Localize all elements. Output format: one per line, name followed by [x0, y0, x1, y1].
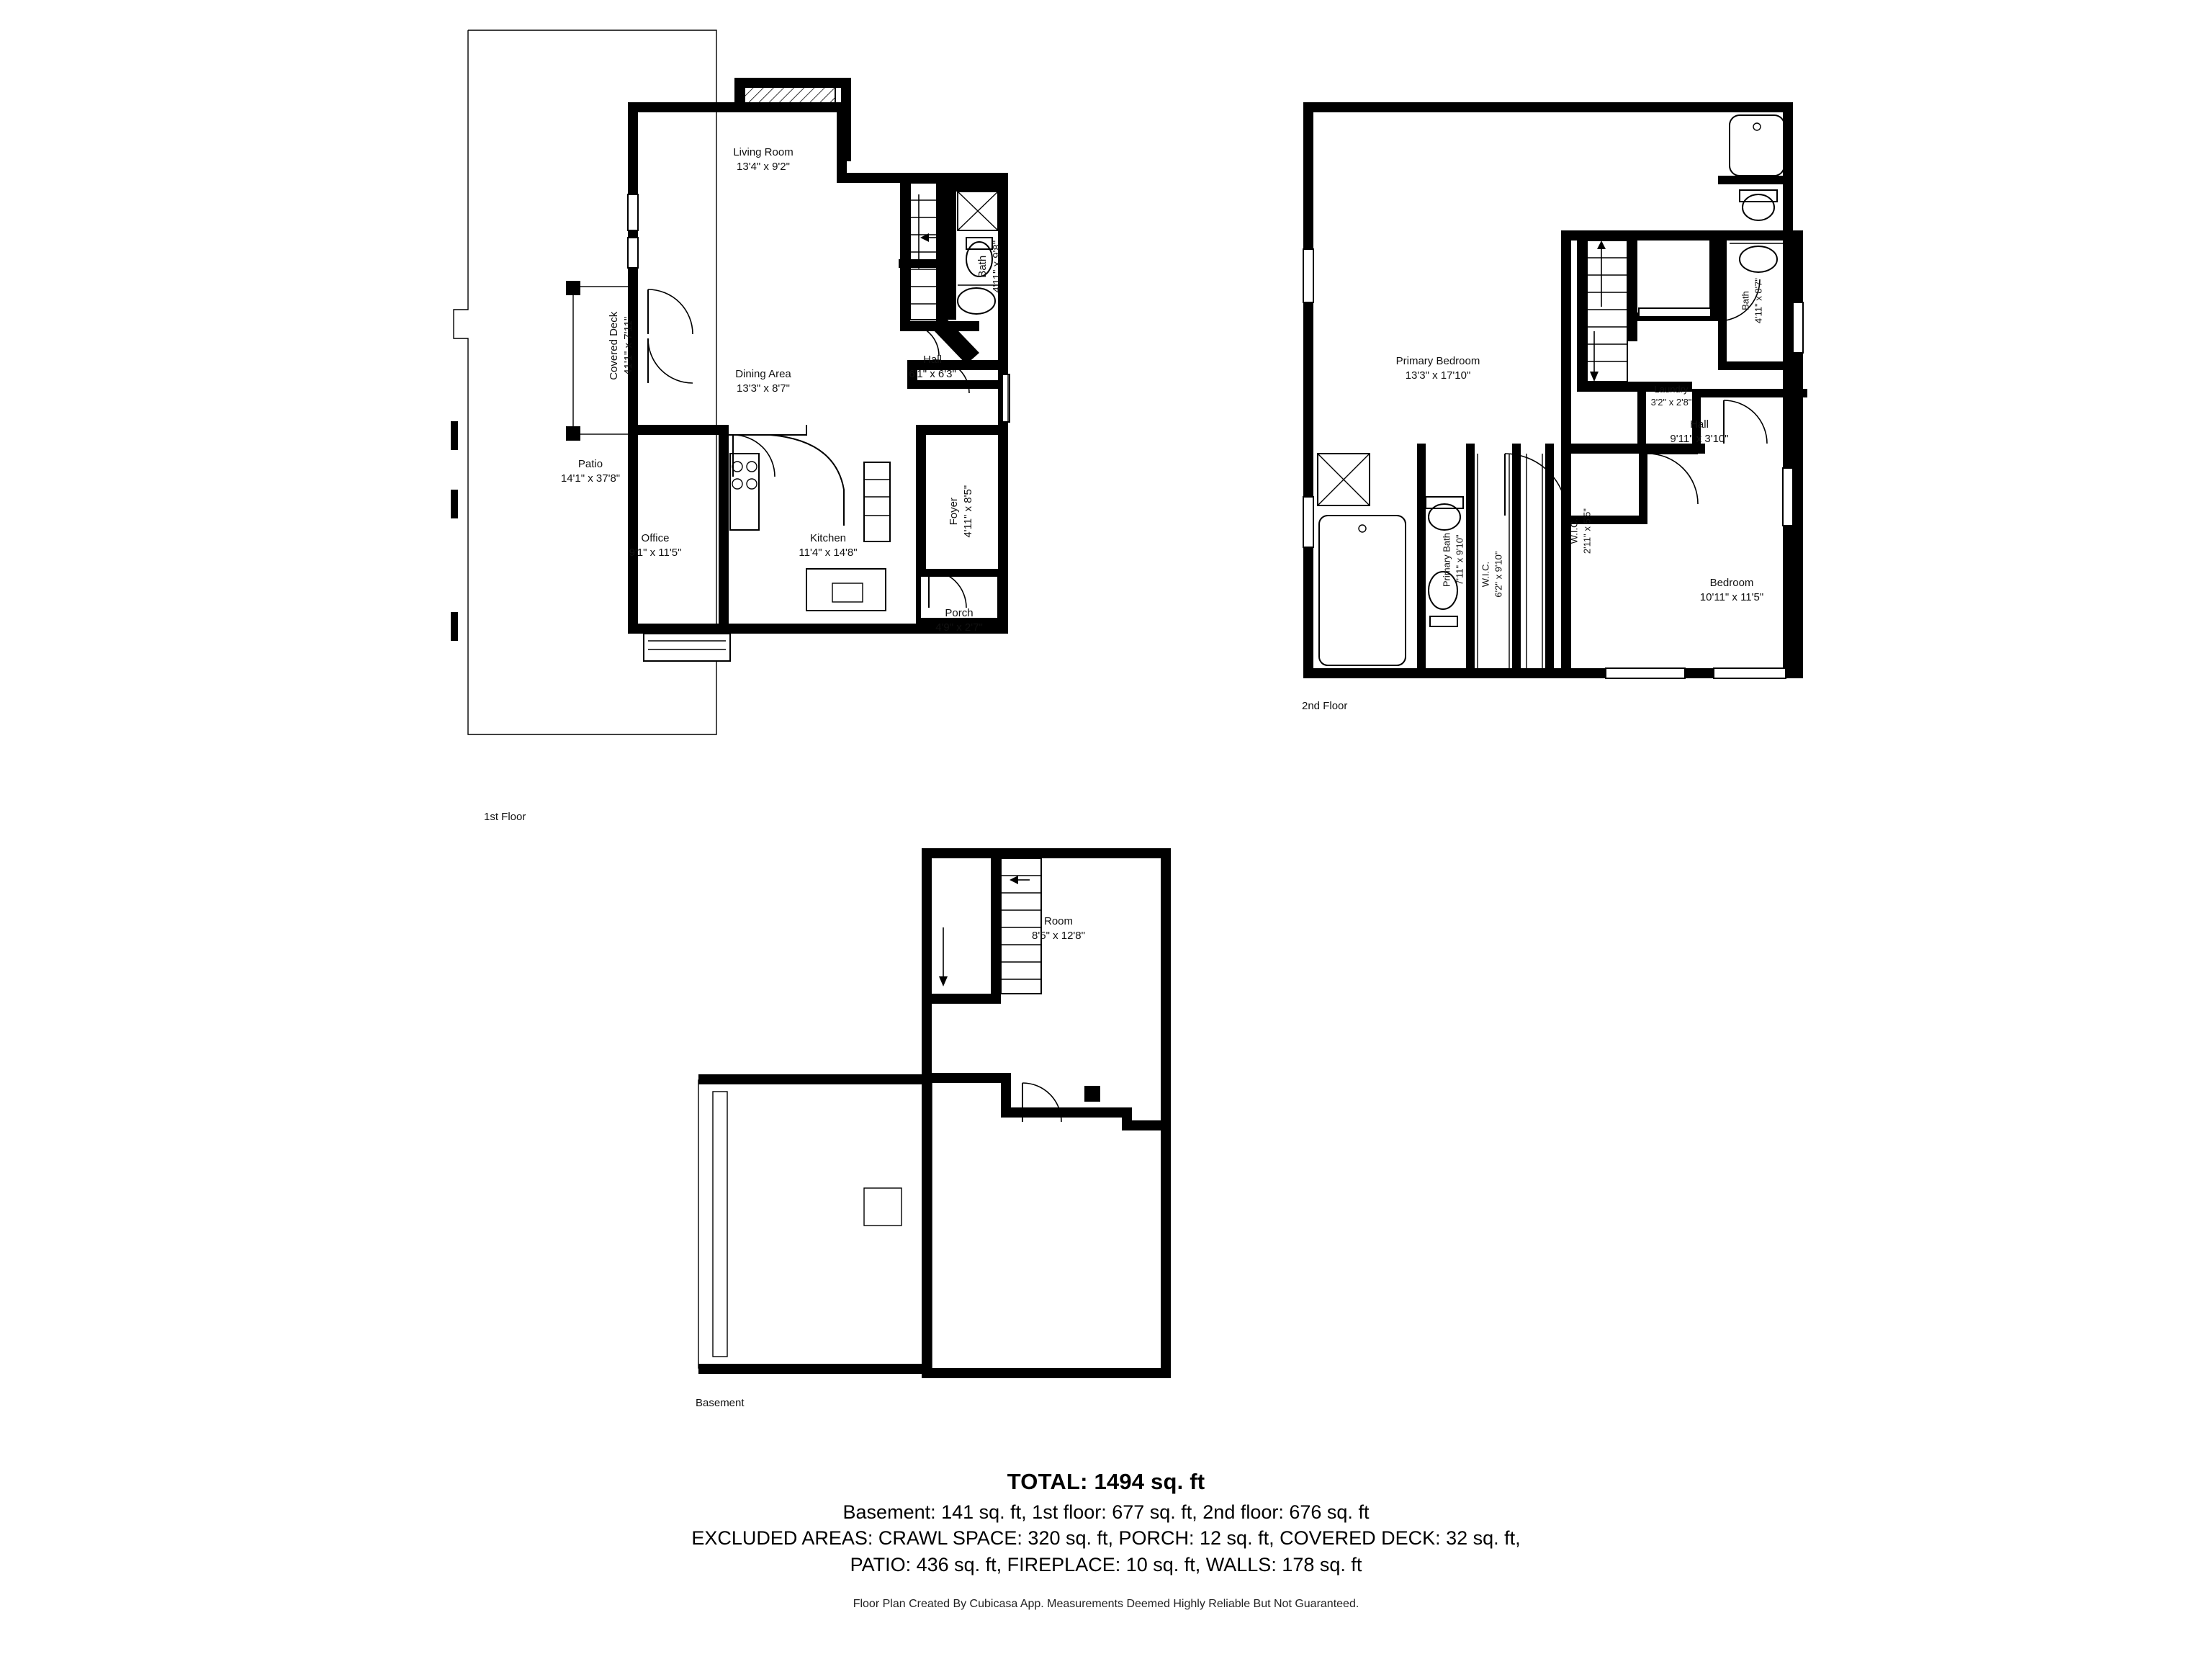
room-label-dining-area: Dining Area 13'3" x 8'7" — [735, 368, 791, 395]
room-label-hall-2nd: Hall 9'11" x 3'10" — [1670, 418, 1729, 446]
room-label-bath: Bath 4'11" x 9'8" — [976, 240, 1003, 293]
basement-plan — [684, 835, 1231, 1411]
room-label-bedroom: Bedroom 10'11" x 11'5" — [1699, 577, 1764, 604]
first-floor-drawing — [432, 22, 1231, 785]
room-label-wic-large: W.I.C. 6'2" x 9'10" — [1480, 551, 1503, 598]
excluded-areas-line-1: EXCLUDED AREAS: CRAWL SPACE: 320 sq. ft, PORCH: 12 sq. ft, COVERED DECK: 32 sq. ft, — [691, 1527, 1521, 1550]
room-label-primary-bedroom: Primary Bedroom 13'3" x 17'10" — [1395, 355, 1480, 382]
room-label-kitchen: Kitchen 11'4" x 14'8" — [799, 532, 858, 559]
room-label-living-room: Living Room 13'4" x 9'2" — [733, 146, 793, 174]
stair-second-floor — [1587, 240, 1627, 382]
room-label-wic-small: W.I.C. 2'11" x 5'5" — [1568, 508, 1592, 554]
room-label-porch: Porch 4'9" x 2'7" — [935, 607, 983, 634]
room-label-office: Office 9'1" x 11'5" — [629, 532, 682, 559]
basement-drawing — [684, 835, 1231, 1411]
credit-text: Floor Plan Created By Cubicasa App. Measurements Deemed Highly Reliable But Not Guaranteed. — [853, 1598, 1359, 1611]
room-label-basement-room: Room 8'5" x 12'8" — [1032, 915, 1085, 943]
caption-second-floor: 2nd Floor — [1302, 700, 1348, 712]
first-floor-plan — [432, 22, 1231, 823]
room-label-patio: Patio 14'1" x 37'8" — [560, 458, 621, 485]
second-floor-drawing — [1289, 86, 1836, 734]
room-label-bath-2nd: Bath 4'11" x 8'7" — [1740, 278, 1763, 324]
caption-first-floor: 1st Floor — [484, 811, 526, 823]
total-area: TOTAL: 1494 sq. ft — [1007, 1469, 1205, 1494]
per-floor-areas: Basement: 141 sq. ft, 1st floor: 677 sq. ft, 2nd floor: 676 sq. ft — [842, 1501, 1370, 1523]
caption-basement: Basement — [696, 1397, 745, 1409]
excluded-areas-line-2: PATIO: 436 sq. ft, FIREPLACE: 10 sq. ft, WALLS: 178 sq. ft — [850, 1553, 1362, 1575]
second-floor-plan — [1289, 86, 1836, 734]
area-summary — [0, 1469, 2212, 1611]
room-label-primary-bath: Primary Bath 7'11" x 9'10" — [1441, 532, 1465, 588]
room-label-foyer: Foyer 4'11" x 8'5" — [947, 485, 974, 538]
room-label-covered-deck: Covered Deck 41'1" x 7'11" — [607, 311, 634, 380]
room-label-laundry: Laundry 3'2" x 2'8" — [1650, 384, 1692, 408]
room-label-hall: Hall 6'1" x 6'3" — [909, 354, 956, 381]
